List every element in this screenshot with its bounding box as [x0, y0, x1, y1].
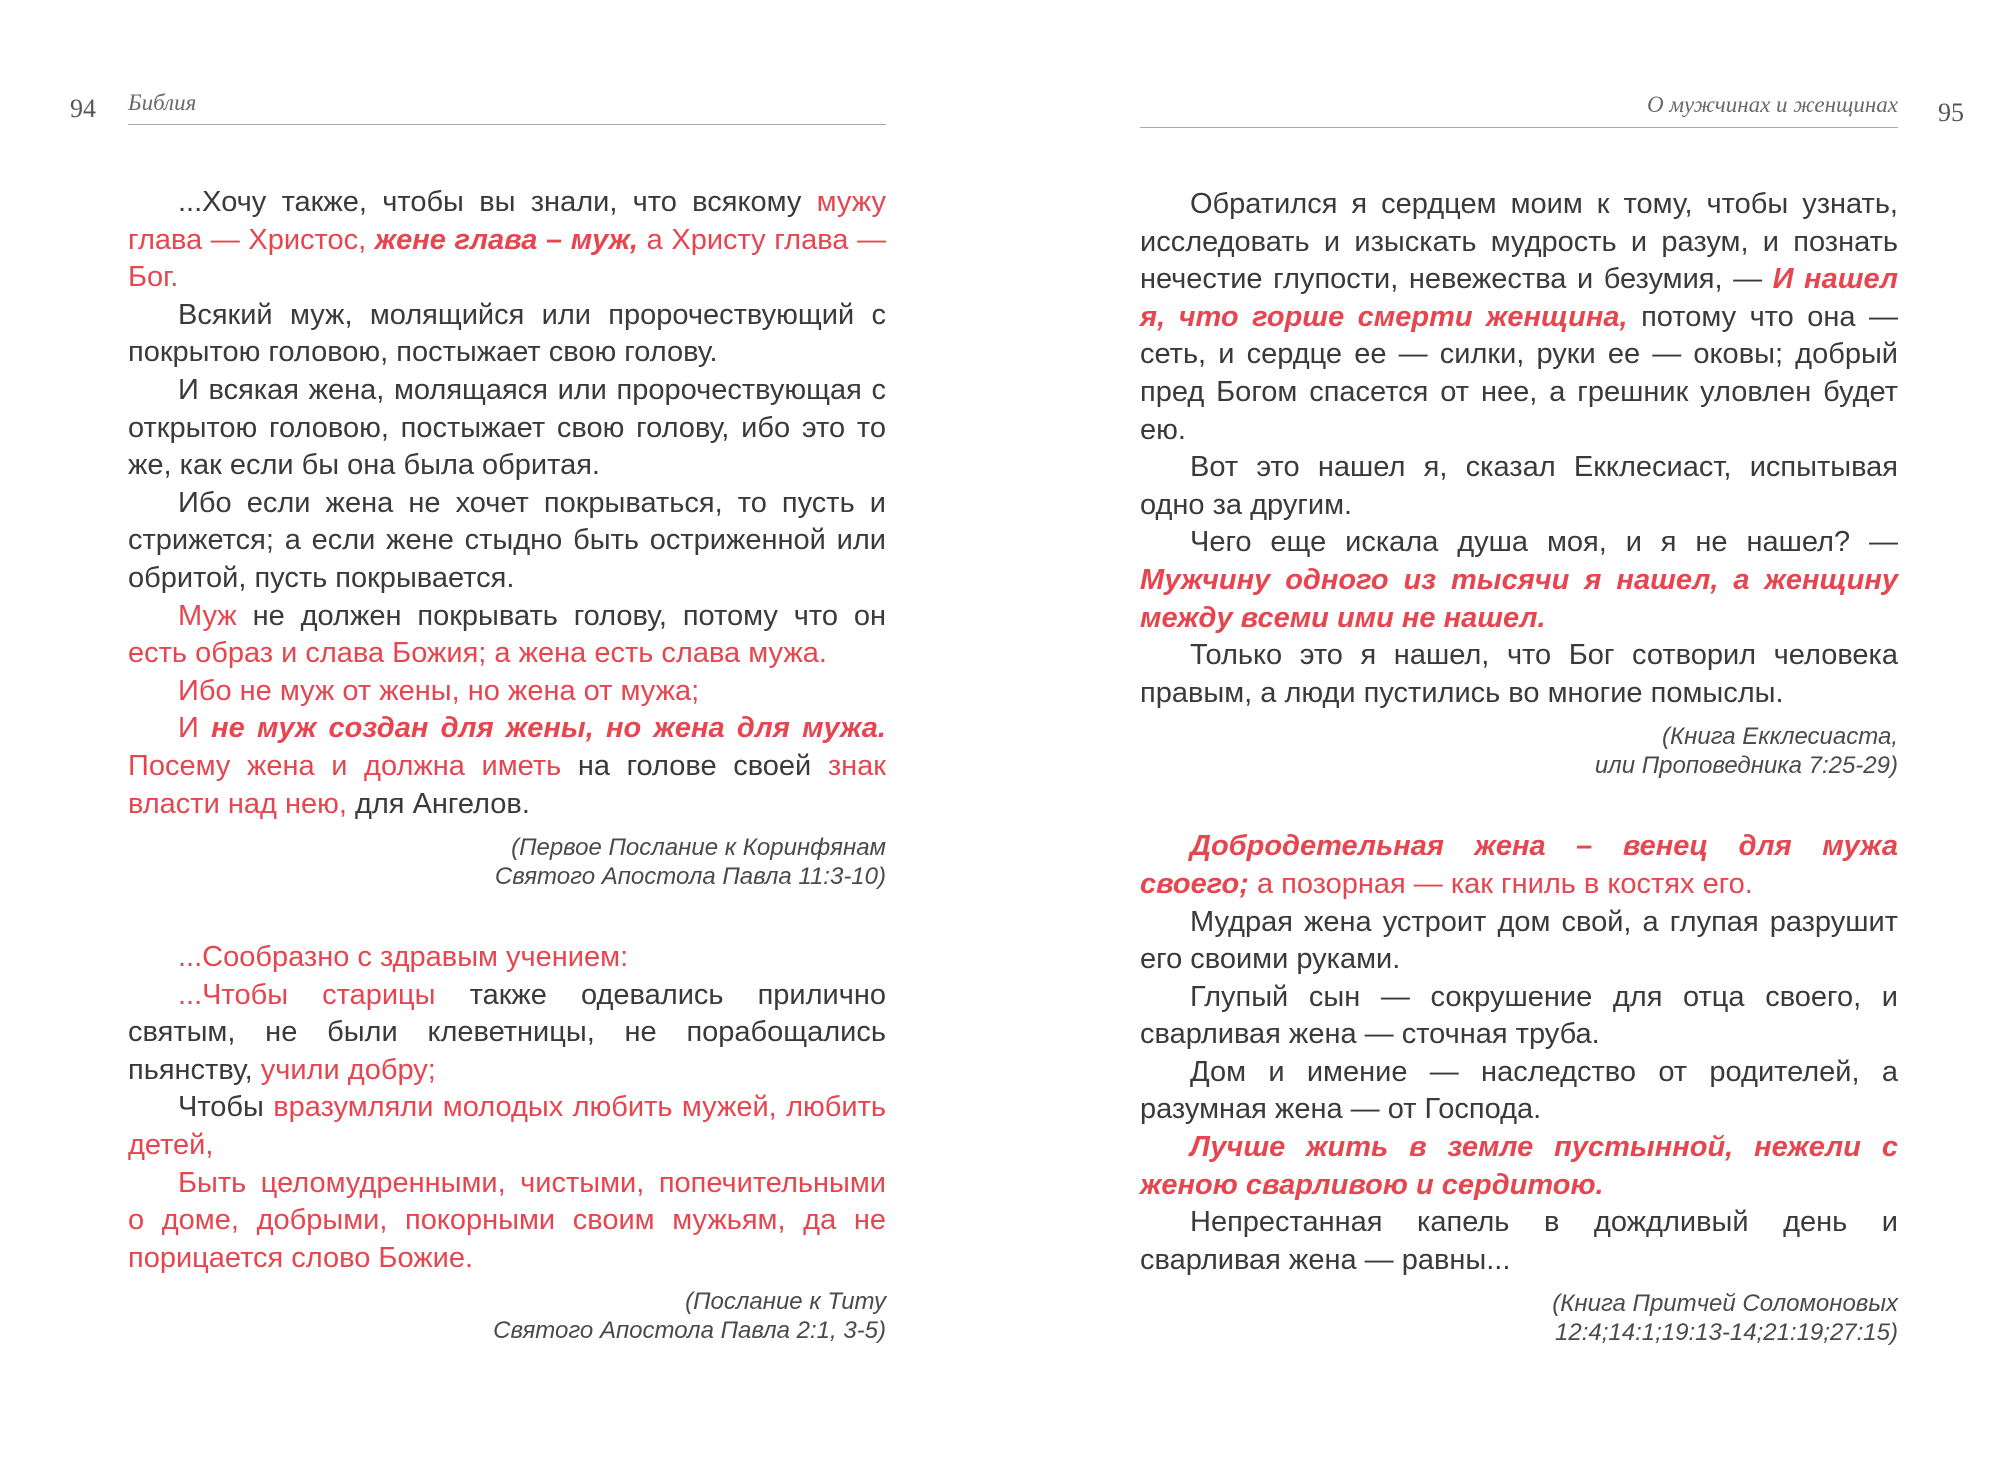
text-span: потому что она — сеть, и сердце ее — силки, руки ее — оковы; добрый пред Богом спасется от нее, а грешник уловлен будет ею.: [1140, 300, 1898, 446]
paragraph: Быть целомудренными, чистыми, попечительными о доме, добрыми, покорными своим мужьям, да не порицается слово Божие.: [128, 1166, 886, 1274]
running-title: Библия: [128, 90, 197, 115]
highlight-text: ...Чтобы старицы: [178, 978, 436, 1011]
paragraph: [128, 977, 886, 1090]
paragraph: Вот это нашел я, сказал Екклесиаст, испытывая одно за другим.: [1140, 451, 1898, 521]
citation-line: Святого Апостола Павла 11:3-10): [494, 863, 886, 891]
citation-line: (Первое Послание к Коринфянам: [511, 834, 886, 862]
citation-line: (Книга Екклесиаста,: [1662, 723, 1898, 751]
paragraph: Всякий муж, молящийся или пророчествующий с покрытою головою, постыжает свою голову.: [128, 298, 886, 369]
paragraph: [1140, 828, 1898, 903]
emphasis-text: жене глава – муж,: [374, 223, 639, 256]
highlight-text: а позорная — как гниль в костях его.: [1248, 867, 1753, 900]
citation-line: (Послание к Титу: [685, 1288, 886, 1316]
text-span: также одевались прилично святым, не были клеветницы, не порабощались пьянству,: [128, 978, 886, 1086]
paragraph: Лучше жить в земле пустынной, нежели с женою сварливою и сердитою.: [1140, 1131, 1898, 1201]
paragraph: Дом и имение — наследство от родителей, а разумная жена — от Господа.: [1140, 1055, 1898, 1126]
text-span: Чего еще искала душа моя, и я не нашел? —: [1190, 526, 1898, 559]
emphasis-text: Добродетельная жена – венец для мужа своего;: [1140, 830, 1898, 900]
highlight-text: вразумляли молодых любить мужей, любить детей,: [128, 1091, 886, 1162]
highlight-text: мужу глава — Христос,: [128, 186, 886, 256]
right-page: [1000, 0, 2000, 1474]
paragraph: [128, 710, 886, 823]
paragraph: Мудрая жена устроит дом свой, а глупая разрушит его своими руками.: [1140, 905, 1898, 976]
paragraph: [128, 598, 886, 673]
emphasis-text: Мужчину одного из тысячи я нашел, а женщину между всеми ими не нашел.: [1140, 563, 1898, 634]
paragraph: Глупый сын — сокрушение для отца своего, и сварливая жена — сточная труба.: [1140, 980, 1898, 1051]
page-number: 94: [70, 94, 96, 123]
paragraph: И всякая жена, молящаяся или пророчествующая с открытою головою, постыжает свою голову, ибо это то же, как если бы она была обритая.: [128, 373, 886, 482]
highlight-text: а Христу глава — Бог.: [128, 223, 886, 294]
highlight-text: учили добру;: [260, 1053, 436, 1086]
text-span: на голове своей: [561, 749, 828, 782]
right-text-column: [1140, 186, 1898, 1347]
text-span: для Ангелов.: [346, 787, 530, 820]
paragraph: Только это я нашел, что Бог сотворил человека правым, а люди пустились во многие помыслы.: [1140, 639, 1898, 709]
paragraph: [1140, 524, 1898, 637]
citation-line: Святого Апостола Павла 2:1, 3-5): [493, 1317, 886, 1345]
running-title: О мужчинах и женщинах: [1646, 92, 1898, 117]
highlight-text: Муж: [178, 599, 237, 632]
paragraph: ...Сообразно с здравым учением:: [178, 941, 629, 974]
paragraph: [1140, 186, 1898, 449]
citation-line: или Проповедника 7:25-29): [1594, 752, 1898, 780]
source-citation: [1140, 1289, 1898, 1347]
highlight-text: Посему жена и должна иметь: [128, 749, 562, 782]
citation-line: (Книга Притчей Соломоновых: [1552, 1290, 1898, 1318]
paragraph: Непрестанная капель в дождливый день и сварливая жена — равны...: [1140, 1206, 1898, 1276]
paragraph: [128, 1089, 886, 1164]
emphasis-text: не муж создан для жены, но жена для мужа.: [211, 712, 886, 745]
paragraph: Ибо если жена не хочет покрываться, то пусть и стрижется; а если жене стыдно быть остриженной или обритой, пусть покрывается.: [128, 486, 886, 594]
header-rule: [1140, 127, 1898, 128]
paragraph: [128, 184, 886, 297]
left-text-column: [128, 184, 886, 1345]
citation-line: 12:4;14:1;19:13-14;21:19;27:15): [1555, 1319, 1898, 1347]
highlight-text: знак власти над нею,: [128, 749, 886, 820]
source-citation: [128, 833, 886, 891]
source-citation: [1140, 722, 1898, 780]
text-span: Чтобы: [178, 1091, 274, 1124]
paragraph: Ибо не муж от жены, но жена от мужа;: [178, 674, 700, 707]
page-number: 95: [1938, 98, 1964, 127]
emphasis-text: И нашел я, что горше смерти женщина,: [1140, 263, 1899, 333]
highlight-text: есть образ и слава Божия; а жена есть слава мужа.: [128, 637, 827, 670]
source-citation: [128, 1287, 886, 1345]
text-span: ...Хочу также, чтобы вы знали, что всякому: [178, 186, 817, 218]
text-span: Обратился я сердцем моим к тому, чтобы узнать, исследовать и изыскать мудрость и разум, и познать нечестие глупости, невежества и безумия, —: [1140, 188, 1898, 296]
header-rule: [128, 124, 886, 125]
highlight-text: И: [178, 712, 212, 745]
text-span: не должен покрывать голову, потому что он: [236, 599, 886, 632]
